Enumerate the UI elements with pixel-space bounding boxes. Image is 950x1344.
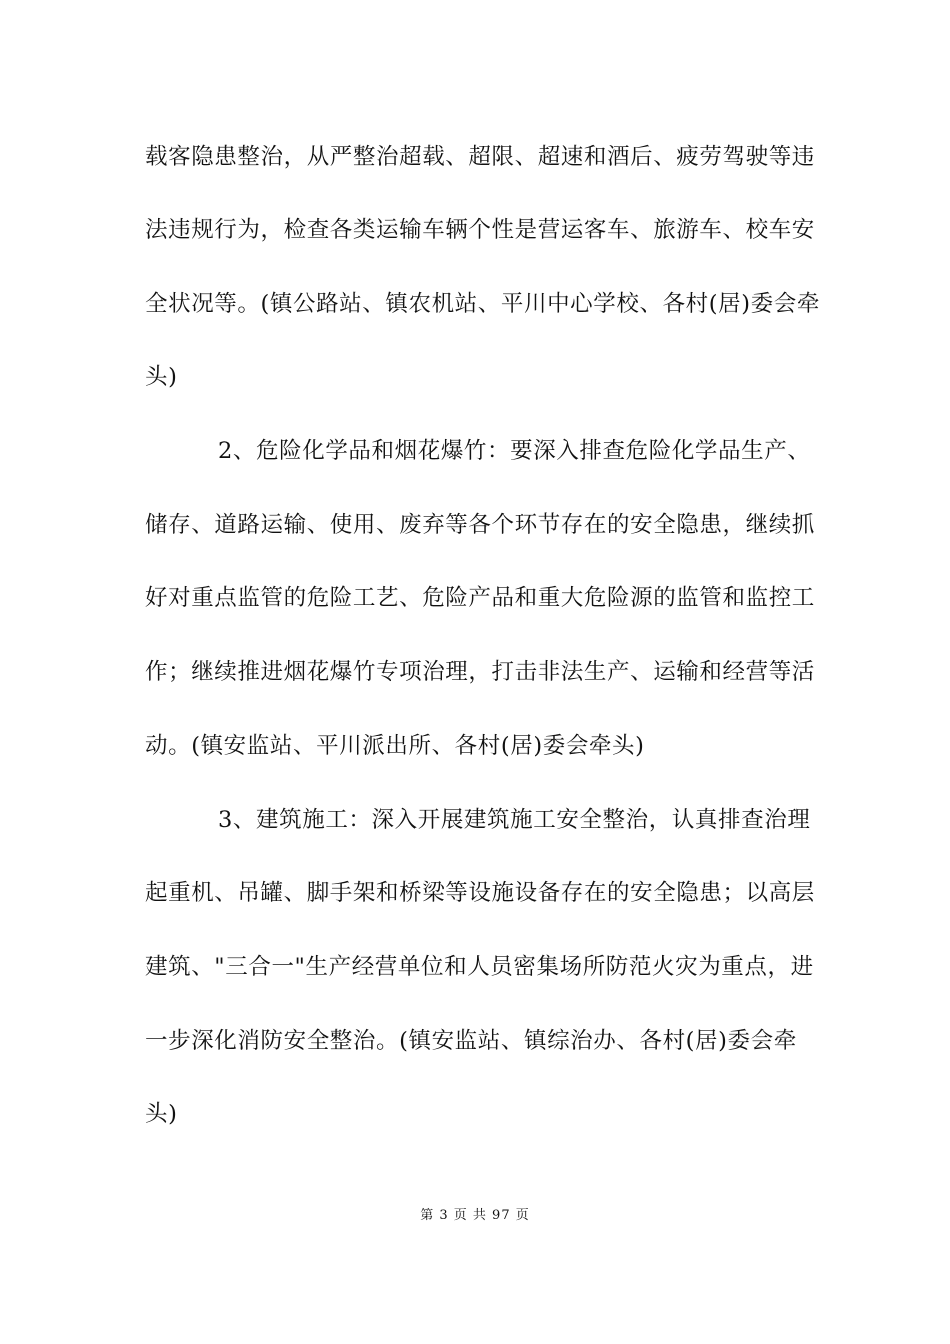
text-line-13: 一步深化消防安全整治。(镇安监站、镇综治办、各村(居)委会牵 bbox=[145, 1028, 797, 1054]
text-line-1: 载客隐患整治，从严整治超载、超限、超速和酒后、疲劳驾驶等违 bbox=[145, 144, 815, 170]
text-line-8: 作；继续推进烟花爆竹专项治理，打击非法生产、运输和经营等活 bbox=[145, 659, 815, 685]
page-number-footer: 第 3 页 共 97 页 bbox=[420, 1208, 530, 1223]
text-line-3: 全状况等。(镇公路站、镇农机站、平川中心学校、各村(居)委会牵 bbox=[145, 291, 820, 317]
text-line-2: 法违规行为，检查各类运输车辆个性是营运客车、旅游车、校车安 bbox=[145, 217, 815, 243]
paragraph-2-first-line: 2、危险化学品和烟花爆竹：要深入排查危险化学品生产、 bbox=[218, 438, 811, 464]
text-line-14: 头) bbox=[145, 1101, 178, 1127]
text-line-12: 建筑、"三合一"生产经营单位和人员密集场所防范火灾为重点，进 bbox=[145, 954, 814, 980]
text-line-7: 好对重点监管的危险工艺、危险产品和重大危险源的监管和监控工 bbox=[145, 585, 815, 611]
text-line-6: 储存、道路运输、使用、废弃等各个环节存在的安全隐患，继续抓 bbox=[145, 512, 815, 538]
text-line-9: 动。(镇安监站、平川派出所、各村(居)委会牵头) bbox=[145, 733, 645, 759]
paragraph-3-first-line: 3、建筑施工：深入开展建筑施工安全整治，认真排查治理 bbox=[218, 807, 811, 833]
text-line-4: 头) bbox=[145, 364, 178, 390]
text-line-11: 起重机、吊罐、脚手架和桥梁等设施设备存在的安全隐患；以高层 bbox=[145, 880, 815, 906]
